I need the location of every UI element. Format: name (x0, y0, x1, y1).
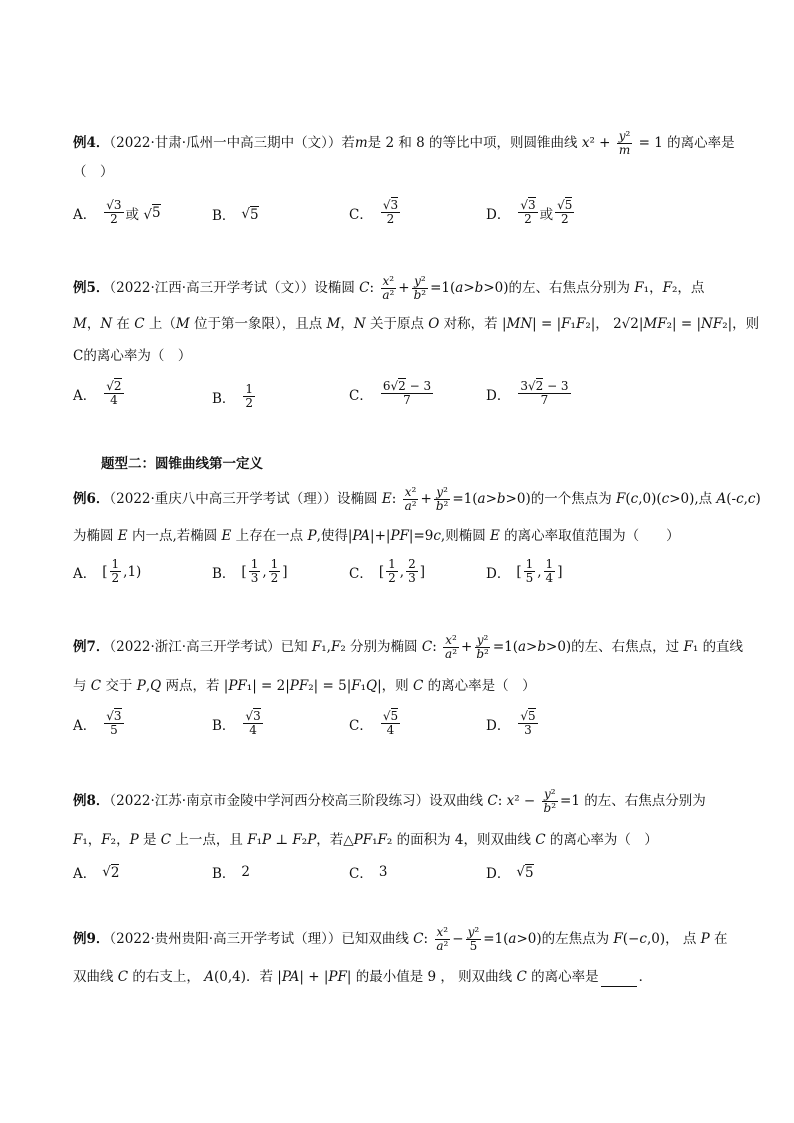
ex6-stem-line1: 例6．（2022·重庆八中高三开学考试（理））设椭圆 E: $\frac{\text{x²}}{\text{a²}}$ + $\frac{\text{y²}}{\text{b²}}$ =1(a>b>0)的一个焦点为 F(c,0)(c>0),点 A(-c,c) (73, 485, 761, 513)
ex6-label: 例6． (73, 491, 110, 507)
ex5-stem-line2: M，N 在 C 上（M 位于第一象限），且点 M，N 关于原点 O 对称，若 |MN| = |F₁F₂|， 2√2|MF₂| = |NF₂|，则 (73, 316, 760, 332)
ex6-option-b[interactable]: B． [ $\frac{1}{3}$ , $\frac{1}{2}$ ] (212, 557, 288, 585)
ex9-stem-line1: 例9．（2022·贵州贵阳·高三开学考试（理））已知双曲线 C: $\frac{\text{x²}}{\text{a²}}$ − $\frac{\text{y²}}{5}$ =1(a>0)的左焦点为 F(−c,0)， 点 P 在 (73, 925, 728, 953)
ex4-option-c[interactable]: C． $\frac{√3}{2}$ (349, 198, 399, 226)
ex4-paren: （ ） (73, 164, 114, 180)
section-heading: 题型二：圆锥曲线第一定义 (101, 456, 263, 472)
ex7-stem-line2: 与 C 交于 P,Q 两点，若 |PF₁| = 2|PF₂| = 5|F₁Q|，则 C 的离心率是（ ） (73, 678, 536, 694)
ex6-stem-line2: 为椭圆 E 内一点,若椭圆 E 上存在一点 P,使得|PA|+|PF|=9c,则椭圆 E 的离心率取值范围为（ ） (73, 528, 680, 544)
ex5-option-b[interactable]: B． $\frac{1}{2}$ (212, 382, 254, 410)
ex4-label: 例4． (73, 135, 110, 151)
ex8-option-c[interactable]: C． 3 (349, 864, 388, 882)
answer-blank[interactable] (601, 972, 637, 987)
ex5-stem-line1: 例5．（2022·江西·高三开学考试（文））设椭圆 C: $\frac{\text{x²}}{\text{a²}}$ + $\frac{\text{y²}}{\text{b²}}$ =1(a>b>0)的左、右焦点分别为 F₁，F₂，点 (73, 274, 705, 302)
ex7-option-c[interactable]: C． $\frac{√5}{4}$ (349, 709, 399, 737)
ex6-option-d[interactable]: D． [ $\frac{1}{5}$ , $\frac{1}{4}$ ] (486, 557, 563, 585)
ex8-option-a[interactable]: A． √ 2 (73, 864, 120, 882)
ex5-option-d[interactable]: D． $\frac{3√2 - 3}{7}$ (486, 379, 569, 407)
ex7-option-d[interactable]: D． $\frac{√5}{3}$ (486, 709, 536, 737)
ex8-option-b[interactable]: B． 2 (212, 864, 251, 882)
ex9-label: 例9． (73, 931, 110, 947)
ex7-option-a[interactable]: A． $\frac{√3}{5}$ (73, 709, 122, 737)
ex8-stem-line2: F₁，F₂，P 是 C 上一点，且 F₁P ⊥ F₂P，若△PF₁F₂ 的面积为 4，则双曲线 C 的离心率为（ ） (73, 832, 658, 848)
ex5-stem-line3: C的离心率为（ ） (73, 348, 192, 364)
ex5-option-a[interactable]: A． $\frac{√2}{4}$ (73, 379, 122, 407)
ex4-stem: 例4．（2022·甘肃·瓜州一中高三期中（文））若m是 2 和 8 的等比中项，则圆锥曲线 x² + $\frac{\text{y²}}{m}$ = 1 的离心率是 (73, 129, 735, 157)
ex8-label: 例8． (73, 793, 110, 809)
ex6-option-c[interactable]: C． [ $\frac{1}{2}$ , $\frac{2}{3}$ ] (349, 557, 425, 585)
ex4-option-a[interactable]: A． $\frac{√3}{2}$ 或 √ 5 (73, 198, 161, 226)
ex7-label: 例7． (73, 639, 110, 655)
ex4-option-b[interactable]: B． √ 5 (212, 206, 259, 224)
ex5-label: 例5． (73, 280, 110, 296)
ex8-stem-line1: 例8．（2022·江苏·南京市金陵中学河西分校高三阶段练习）设双曲线 C: x² − $\frac{\text{y²}}{\text{b²}}$ =1 的左、右焦点分别为 (73, 787, 706, 815)
ex4-option-d[interactable]: D． $\frac{√3}{2}$ 或 $\frac{√5}{2}$ (486, 198, 573, 226)
ex6-option-a[interactable]: A． [ $\frac{1}{2}$ ,1) (73, 557, 142, 585)
ex8-option-d[interactable]: D． √ 5 (486, 864, 534, 882)
ex7-stem-line1: 例7．（2022·浙江·高三开学考试）已知 F₁,F₂ 分别为椭圆 C: $\frac{\text{x²}}{\text{a²}}$ + $\frac{\text{y²}}{\text{b²}}$ =1(a>b>0)的左、右焦点，过 F₁ 的直线 (73, 633, 744, 661)
ex7-option-b[interactable]: B． $\frac{√3}{4}$ (212, 709, 261, 737)
ex9-stem-line2: 双曲线 C 的右支上， A(0,4)．若 |PA| + |PF| 的最小值是 9 ， 则双曲线 C 的离心率是 ． (73, 969, 653, 985)
ex5-option-c[interactable]: C． $\frac{6√2 - 3}{7}$ (349, 379, 432, 407)
